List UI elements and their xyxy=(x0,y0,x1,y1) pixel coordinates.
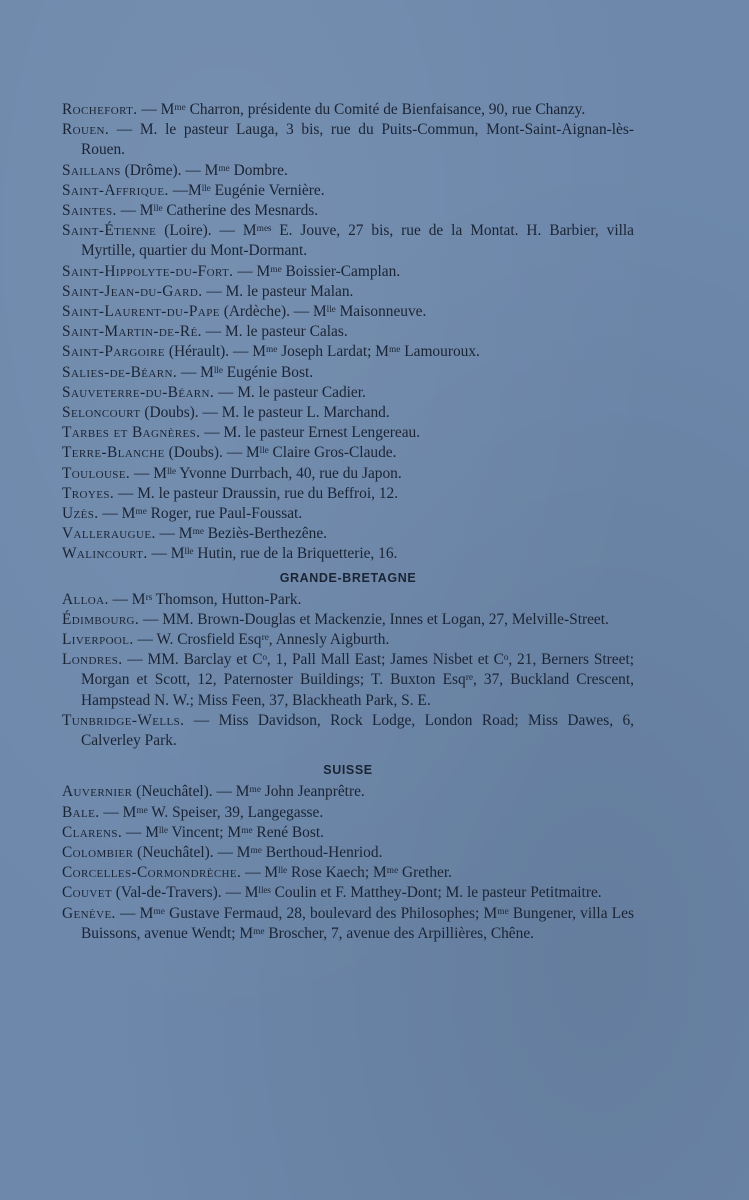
entry-place: Seloncourt xyxy=(62,404,141,422)
entry-text: (Loire). — Mᵐᵉˢ E. Jouve, 27 bis, rue de la Montat. H. Barbier, villa Myrtille, quartier du Mont-Dormant. xyxy=(81,222,634,260)
section-heading-suisse: SUISSE xyxy=(323,763,373,778)
list-entry xyxy=(62,282,634,302)
entry-text: (Doubs). — Mˡˡᵉ Claire Gros-Claude. xyxy=(164,444,397,462)
list-entry xyxy=(62,711,634,751)
entry-text: — Mʳˢ Thomson, Hutton-Park. xyxy=(108,590,302,608)
section-heading-grande-bretagne: GRANDE-BRETAGNE xyxy=(279,570,417,585)
list-entry xyxy=(62,484,634,504)
list-entry xyxy=(62,823,634,843)
entry-text: (Doubs). — M. le pasteur L. Marchand. xyxy=(140,404,390,422)
entry-text: (Val-de-Travers). — Mˡˡᵉˢ Coulin et F. Matthey-Dont; M. le pasteur Petitmaitre. xyxy=(111,884,602,902)
entry-text: — Mᵐᵉ Beziès-Berthezêne. xyxy=(155,525,327,543)
list-entry xyxy=(62,161,634,181)
entry-text: — Mᵐᵉ Gustave Fermaud, 28, boulevard des Philosophes; Mᵐᵉ Bungener, villa Les Buissons, avenue Wendt; Mᵐᵉ Broscher, 7, avenue des Arpillières, Chêne. xyxy=(81,904,634,942)
list-entry xyxy=(62,843,634,863)
list-entry xyxy=(62,544,634,564)
entry-place: Bale. xyxy=(62,803,100,821)
entry-place: Alloa. xyxy=(62,590,109,608)
entry-place: Londres. xyxy=(62,651,123,669)
entry-text: — M. le pasteur Malan. xyxy=(202,282,354,300)
entry-place: Auvernier xyxy=(62,783,133,801)
list-entry xyxy=(62,610,634,630)
entry-text: — Mᵐᵉ W. Speiser, 39, Langegasse. xyxy=(99,803,324,821)
entry-place: Walincourt. xyxy=(62,545,148,563)
list-entry xyxy=(62,221,634,261)
entry-text: — Mˡˡᵉ Eugénie Bost. xyxy=(177,363,314,381)
list-entry xyxy=(62,302,634,322)
entry-place: Salies-de-Béarn. xyxy=(62,363,178,381)
entry-place: Saint-Martin-de-Ré. xyxy=(62,323,202,341)
list-entry xyxy=(62,423,634,443)
entry-text: — M. le pasteur Cadier. xyxy=(214,383,366,401)
entry-text: — W. Crosfield Esqʳᵉ, Annesly Aigburth. xyxy=(133,631,390,649)
entry-text: — Mˡˡᵉ Catherine des Mesnards. xyxy=(116,202,319,220)
list-entry xyxy=(62,650,634,711)
list-entry xyxy=(62,904,634,944)
list-entry xyxy=(62,262,634,282)
entry-place: Troyes. xyxy=(62,484,115,502)
list-entry xyxy=(62,363,634,383)
entry-text: (Neuchâtel). — Mᵐᵉ Berthoud-Henriod. xyxy=(133,843,383,861)
entry-place: Saint-Pargoire xyxy=(62,343,166,361)
list-entry xyxy=(62,464,634,484)
entry-place: Liverpool. xyxy=(62,631,134,649)
entry-place: Clarens. xyxy=(62,823,123,841)
list-entry xyxy=(62,504,634,524)
entry-text: — MM. Brown-Douglas et Mackenzie, Innes et Logan, 27, Melville-Street. xyxy=(139,610,609,628)
list-entry xyxy=(62,883,634,903)
list-entry xyxy=(62,863,634,883)
entry-place: Toulouse. xyxy=(62,464,131,482)
list-entry xyxy=(62,443,634,463)
entry-text: — M. le pasteur Ernest Lengereau. xyxy=(200,424,421,442)
entry-text: — M. le pasteur Lauga, 3 bis, rue du Puits-Commun, Mont-Saint-Aignan-lès-Rouen. xyxy=(81,121,634,159)
entry-place: Valleraugue. xyxy=(62,525,156,543)
ch-list xyxy=(62,782,634,944)
entry-place: Colombier xyxy=(62,843,134,861)
entry-place: Genève. xyxy=(62,904,116,922)
gb-list xyxy=(62,590,634,752)
entry-text: — M. le pasteur Draussin, rue du Beffroi, 12. xyxy=(114,484,399,502)
entry-place: Saint-Hippolyte-du-Fort. xyxy=(62,262,234,280)
list-entry xyxy=(62,120,634,160)
list-entry xyxy=(62,630,634,650)
entry-place: Terre-Blanche xyxy=(62,444,165,462)
entry-text: (Neuchâtel). — Mᵐᵉ John Jeanprêtre. xyxy=(132,783,365,801)
entry-text: — MM. Barclay et Cᵒ, 1, Pall Mall East; James Nisbet et Cᵒ, 21, Berners Street; Morgan et Scott, 12, Paternoster Buildings; T. Buxton Esqʳᵉ, 37, Buckland Crescent, Hampstead N. W.; Miss Feen, 37, Blackheath Park, S. E. xyxy=(81,651,634,709)
entry-place: Couvet xyxy=(62,884,112,902)
entry-place: Édimbourg. xyxy=(62,610,140,628)
list-entry xyxy=(62,590,634,610)
entry-place: Tunbridge-Wells. xyxy=(62,711,185,729)
entry-text: — Mˡˡᵉ Vincent; Mᵐᵉ René Bost. xyxy=(122,823,324,841)
entry-text: — Mᵐᵉ Roger, rue Paul-Foussat. xyxy=(98,505,303,523)
entry-place: Saint-Étienne xyxy=(62,222,157,240)
entry-text: — Mˡˡᵉ Rose Kaech; Mᵐᵉ Grether. xyxy=(241,864,452,882)
france-list xyxy=(62,100,634,565)
list-entry xyxy=(62,403,634,423)
document-page xyxy=(62,100,634,944)
list-entry xyxy=(62,201,634,221)
entry-place: Uzès. xyxy=(62,505,99,523)
entry-text: (Ardèche). — Mˡˡᵉ Maisonneuve. xyxy=(219,303,427,321)
entry-place: Corcelles-Cormondrèche. xyxy=(62,864,242,882)
entry-text: (Drôme). — Mᵐᵉ Dombre. xyxy=(120,161,288,179)
entry-place: Saillans xyxy=(62,161,121,179)
entry-text: —Mˡˡᵉ Eugénie Vernière. xyxy=(168,181,325,199)
list-entry xyxy=(62,383,634,403)
entry-text: — Mᵐᵉ Charron, présidente du Comité de Bienfaisance, 90, rue Chanzy. xyxy=(137,101,586,118)
entry-text: (Hérault). — Mᵐᵉ Joseph Lardat; Mᵐᵉ Lamouroux. xyxy=(165,343,480,361)
list-entry xyxy=(62,524,634,544)
entry-text: — M. le pasteur Calas. xyxy=(201,323,348,341)
entry-text: — Mˡˡᵉ Hutin, rue de la Briquetterie, 16. xyxy=(147,545,398,563)
list-entry xyxy=(62,322,634,342)
entry-text: — Mˡˡᵉ Yvonne Durrbach, 40, rue du Japon. xyxy=(130,464,402,482)
entry-text: — Miss Davidson, Rock Lodge, London Road; Miss Dawes, 6, Calverley Park. xyxy=(81,711,634,750)
entry-place: Saint-Affrique. xyxy=(62,181,169,199)
list-entry xyxy=(62,782,634,802)
entry-place: Rouen. xyxy=(62,121,110,139)
entry-place: Saint-Jean-du-Gard. xyxy=(62,282,203,300)
entry-place: Saint-Laurent-du-Pape xyxy=(62,303,220,321)
entry-text: — Mᵐᵉ Boissier-Camplan. xyxy=(233,262,401,280)
list-entry xyxy=(62,342,634,362)
list-entry xyxy=(62,803,634,823)
list-entry xyxy=(62,100,634,120)
entry-place: Sauveterre-du-Béarn. xyxy=(62,383,215,401)
entry-place: Rochefort. xyxy=(62,101,138,118)
list-entry xyxy=(62,181,634,201)
entry-place: Tarbes et Bagnères. xyxy=(62,424,201,442)
entry-place: Saintes. xyxy=(62,202,117,220)
